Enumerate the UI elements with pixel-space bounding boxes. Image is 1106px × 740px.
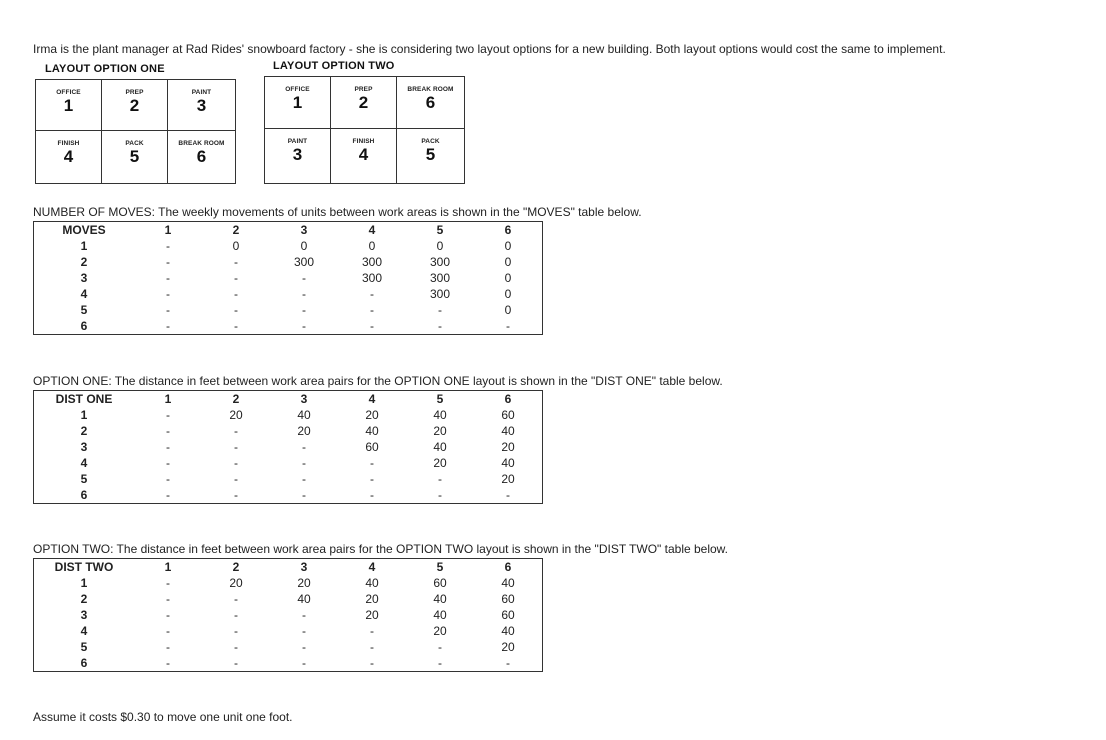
header-cell: 4 — [368, 560, 376, 574]
table-cell: 40 — [501, 456, 515, 470]
table-cell: 40 — [365, 424, 379, 438]
table-cell: - — [234, 456, 238, 470]
dist-two-header-row — [34, 559, 543, 576]
table-cell: - — [166, 255, 170, 269]
table-cell: - — [370, 640, 374, 654]
header-cell: 3 — [300, 392, 308, 406]
table-cell: - — [370, 472, 374, 486]
table-cell: - — [166, 408, 170, 422]
table-cell: 0 — [504, 255, 512, 269]
table-cell: 40 — [297, 408, 311, 422]
table-cell: - — [302, 656, 306, 670]
table-cell: - — [166, 608, 170, 622]
table-cell: - — [166, 271, 170, 285]
dept-label: BREAK ROOM — [407, 86, 454, 93]
table-cell: - — [370, 456, 374, 470]
dept-number: 4 — [63, 147, 74, 166]
table-cell: - — [506, 656, 510, 670]
layout-two-cell — [331, 129, 397, 183]
row-header-cell: 2 — [80, 424, 88, 438]
row-header-cell: 1 — [80, 239, 88, 253]
table-cell: 20 — [229, 576, 243, 590]
table-cell: - — [506, 488, 510, 502]
dept-number: 5 — [129, 147, 140, 166]
header-cell: DIST ONE — [55, 392, 113, 406]
dist-one-header-row — [34, 391, 543, 408]
table-cell: - — [370, 656, 374, 670]
dept-number: 3 — [196, 96, 207, 115]
table-cell: - — [438, 488, 442, 502]
layout-two-cell — [265, 77, 331, 129]
table-cell: 40 — [433, 608, 447, 622]
table-cell: - — [302, 456, 306, 470]
table-row — [34, 623, 543, 639]
table-cell: 20 — [501, 440, 515, 454]
table-row — [34, 487, 543, 504]
table-cell: - — [234, 287, 238, 301]
table-cell: 0 — [436, 239, 444, 253]
row-header-cell: 3 — [80, 608, 88, 622]
table-cell: 20 — [297, 424, 311, 438]
table-cell: - — [302, 271, 306, 285]
table-cell: - — [234, 608, 238, 622]
footer-note: Assume it costs $0.30 to move one unit one foot. — [33, 710, 293, 724]
table-cell: - — [370, 319, 374, 333]
header-cell: 3 — [300, 560, 308, 574]
row-header-cell: 5 — [80, 640, 88, 654]
table-cell: 20 — [229, 408, 243, 422]
header-cell: 5 — [436, 560, 444, 574]
dept-label: OFFICE — [56, 89, 81, 96]
layout-one-grid — [35, 79, 236, 184]
table-cell: - — [234, 656, 238, 670]
row-header-cell: 2 — [80, 255, 88, 269]
table-cell: - — [438, 303, 442, 317]
table-cell: - — [166, 303, 170, 317]
table-row — [34, 455, 543, 471]
table-cell: 300 — [429, 255, 451, 269]
table-row — [34, 407, 543, 423]
dept-label: PREP — [125, 89, 144, 96]
table-cell: - — [438, 640, 442, 654]
dist-two-table — [33, 558, 543, 672]
header-cell: MOVES — [62, 223, 106, 237]
table-cell: 20 — [433, 424, 447, 438]
table-cell: 20 — [501, 640, 515, 654]
header-cell: 4 — [368, 223, 376, 237]
row-header-cell: 2 — [80, 592, 88, 606]
table-cell: 20 — [433, 456, 447, 470]
table-row — [34, 591, 543, 607]
table-cell: - — [506, 319, 510, 333]
table-cell: 20 — [365, 592, 379, 606]
dept-number: 6 — [425, 93, 436, 112]
table-row — [34, 254, 543, 270]
header-cell: 3 — [300, 223, 308, 237]
table-cell: - — [438, 319, 442, 333]
table-cell: 0 — [504, 303, 512, 317]
table-cell: 60 — [501, 592, 515, 606]
table-cell: 60 — [501, 608, 515, 622]
dept-label: PACK — [125, 140, 144, 147]
table-row — [34, 639, 543, 655]
dept-label: PREP — [354, 86, 373, 93]
moves-table — [33, 221, 543, 335]
table-cell: - — [166, 640, 170, 654]
table-cell: - — [166, 592, 170, 606]
row-header-cell: 5 — [80, 472, 88, 486]
table-row — [34, 655, 543, 672]
table-cell: - — [302, 440, 306, 454]
header-cell: 1 — [164, 392, 172, 406]
moves-header-row — [34, 222, 543, 239]
table-cell: 20 — [365, 408, 379, 422]
table-cell: - — [234, 303, 238, 317]
layout-two-cell — [331, 77, 397, 129]
row-header-cell: 1 — [80, 408, 88, 422]
table-cell: 300 — [429, 271, 451, 285]
table-cell: 40 — [297, 592, 311, 606]
layout-one-cell — [102, 131, 168, 183]
dept-label: FINISH — [57, 140, 80, 147]
table-cell: - — [370, 303, 374, 317]
table-cell: 0 — [232, 239, 240, 253]
row-header-cell: 1 — [80, 576, 88, 590]
table-cell: 300 — [361, 255, 383, 269]
dept-label: BREAK ROOM — [178, 140, 225, 147]
header-cell: 6 — [504, 223, 512, 237]
table-cell: 60 — [501, 408, 515, 422]
table-cell: - — [370, 488, 374, 502]
table-cell: 300 — [293, 255, 315, 269]
table-cell: - — [166, 624, 170, 638]
table-cell: - — [234, 592, 238, 606]
dept-label: FINISH — [352, 138, 375, 145]
table-cell: 40 — [501, 424, 515, 438]
row-header-cell: 3 — [80, 440, 88, 454]
layout-one-cell — [168, 131, 235, 183]
table-cell: 0 — [504, 271, 512, 285]
table-cell: - — [234, 424, 238, 438]
table-row — [34, 471, 543, 487]
table-cell: - — [166, 424, 170, 438]
row-header-cell: 3 — [80, 271, 88, 285]
table-cell: - — [370, 624, 374, 638]
table-row — [34, 439, 543, 455]
row-header-cell: 6 — [80, 488, 88, 502]
table-cell: - — [302, 303, 306, 317]
dept-number: 1 — [63, 96, 74, 115]
dept-label: PAINT — [287, 138, 308, 145]
table-row — [34, 302, 543, 318]
table-cell: - — [166, 576, 170, 590]
table-cell: 0 — [504, 239, 512, 253]
row-header-cell: 6 — [80, 656, 88, 670]
header-cell: 1 — [164, 560, 172, 574]
dist-two-caption: OPTION TWO: The distance in feet between work area pairs for the OPTION TWO layout is shown in the "DIST TWO" table below. — [33, 542, 729, 556]
table-cell: - — [166, 456, 170, 470]
row-header-cell: 4 — [80, 624, 88, 638]
table-cell: 40 — [433, 592, 447, 606]
header-cell: 5 — [436, 392, 444, 406]
row-header-cell: 6 — [80, 319, 88, 333]
table-cell: - — [234, 271, 238, 285]
layout-one-cell — [36, 131, 102, 183]
dept-number: 2 — [129, 96, 140, 115]
header-cell: 2 — [232, 223, 240, 237]
dept-number: 3 — [292, 145, 303, 164]
table-cell: 20 — [297, 576, 311, 590]
header-cell: DIST TWO — [54, 560, 114, 574]
layout-two-cell — [397, 77, 464, 129]
table-cell: - — [438, 656, 442, 670]
header-cell: 4 — [368, 392, 376, 406]
table-cell: - — [234, 255, 238, 269]
table-row — [34, 607, 543, 623]
layout-two-cell — [265, 129, 331, 183]
table-cell: - — [302, 472, 306, 486]
table-cell: 60 — [433, 576, 447, 590]
table-cell: - — [166, 488, 170, 502]
header-cell: 5 — [436, 223, 444, 237]
table-cell: - — [234, 472, 238, 486]
header-cell: 2 — [232, 560, 240, 574]
table-cell: - — [234, 624, 238, 638]
header-cell: 1 — [164, 223, 172, 237]
table-cell: - — [234, 440, 238, 454]
table-cell: - — [234, 319, 238, 333]
header-cell: 2 — [232, 392, 240, 406]
table-cell: 0 — [368, 239, 376, 253]
table-cell: - — [302, 640, 306, 654]
table-cell: 40 — [501, 624, 515, 638]
table-row — [34, 423, 543, 439]
layout-one-cell — [36, 80, 102, 131]
table-row — [34, 270, 543, 286]
dist-one-caption: OPTION ONE: The distance in feet between work area pairs for the OPTION ONE layout is shown in the "DIST ONE" table below. — [33, 374, 723, 388]
table-cell: - — [370, 287, 374, 301]
table-cell: 0 — [300, 239, 308, 253]
row-header-cell: 4 — [80, 456, 88, 470]
table-cell: 40 — [433, 408, 447, 422]
table-cell: - — [438, 472, 442, 486]
row-header-cell: 4 — [80, 287, 88, 301]
table-cell: 40 — [365, 576, 379, 590]
table-cell: 300 — [361, 271, 383, 285]
layout-two-grid — [264, 76, 465, 184]
layout-one-cell — [102, 80, 168, 131]
table-cell: - — [302, 319, 306, 333]
table-row — [34, 238, 543, 254]
dist-one-table — [33, 390, 543, 504]
table-cell: - — [166, 472, 170, 486]
table-cell: - — [234, 488, 238, 502]
table-row — [34, 318, 543, 335]
table-cell: 20 — [501, 472, 515, 486]
table-cell: - — [302, 488, 306, 502]
dept-number: 5 — [425, 145, 436, 164]
table-cell: - — [166, 440, 170, 454]
table-cell: - — [166, 239, 170, 253]
table-row — [34, 286, 543, 302]
dept-label: OFFICE — [285, 86, 310, 93]
table-cell: 0 — [504, 287, 512, 301]
table-cell: 300 — [429, 287, 451, 301]
table-cell: - — [302, 608, 306, 622]
table-cell: - — [166, 656, 170, 670]
table-cell: - — [302, 624, 306, 638]
table-cell: - — [166, 319, 170, 333]
layout-one-title: LAYOUT OPTION ONE — [45, 63, 165, 75]
dept-number: 2 — [358, 93, 369, 112]
dept-number: 4 — [358, 145, 369, 164]
table-cell: 60 — [365, 440, 379, 454]
table-cell: - — [302, 287, 306, 301]
table-row — [34, 575, 543, 591]
layout-two-title: LAYOUT OPTION TWO — [273, 60, 395, 72]
dept-number: 1 — [292, 93, 303, 112]
dept-label: PAINT — [191, 89, 212, 96]
dept-number: 6 — [196, 147, 207, 166]
moves-caption: NUMBER OF MOVES: The weekly movements of units between work areas is shown in the "MOVES" table below. — [33, 205, 642, 219]
table-cell: 40 — [433, 440, 447, 454]
table-cell: - — [166, 287, 170, 301]
row-header-cell: 5 — [80, 303, 88, 317]
layout-two-cell — [397, 129, 464, 183]
table-cell: 20 — [365, 608, 379, 622]
header-cell: 6 — [504, 392, 512, 406]
table-cell: 20 — [433, 624, 447, 638]
table-cell: - — [234, 640, 238, 654]
dept-label: PACK — [421, 138, 440, 145]
layout-one-cell — [168, 80, 235, 131]
header-cell: 6 — [504, 560, 512, 574]
intro-text: Irma is the plant manager at Rad Rides' snowboard factory - she is considering two layout options for a new building. Both layout options would cost the same to implement. — [33, 42, 946, 56]
table-cell: 40 — [501, 576, 515, 590]
